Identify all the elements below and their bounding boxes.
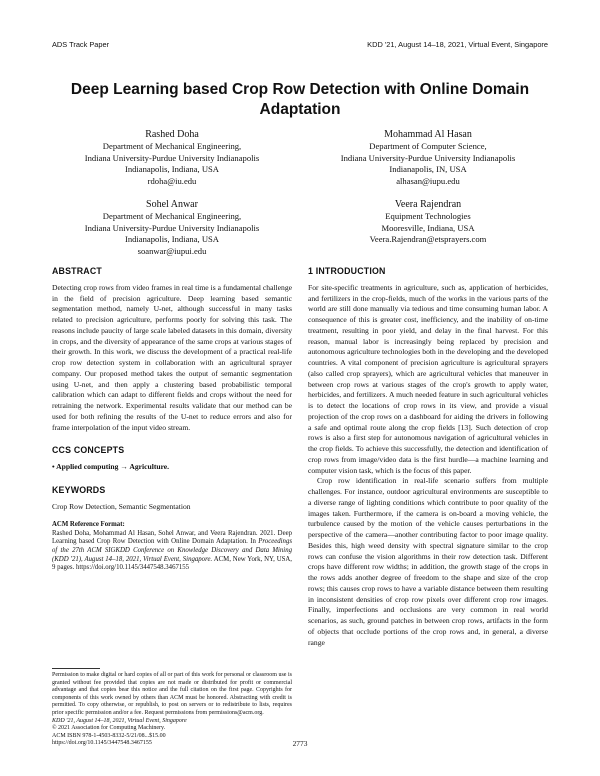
footnote-rule: [52, 668, 100, 669]
page-number: 2773: [292, 739, 308, 748]
acm-reference: [52, 521, 292, 573]
author-dept: Equipment Technologies: [385, 211, 471, 221]
author-location: Indianapolis, Indiana, USA: [124, 164, 220, 174]
author-name: Veera Rajendran: [394, 199, 462, 210]
permission-footer: [52, 668, 292, 748]
introduction-heading: 1 INTRODUCTION: [308, 266, 386, 276]
header-track: ADS Track Paper: [52, 40, 110, 49]
author-name: Mohammad Al Hasan: [384, 129, 472, 140]
paper-title: Deep Learning based Crop Row Detection with Online Domain Adaptation: [70, 81, 530, 118]
intro-paragraph-1: For site-specific treatments in agriculture, such as, application of herbicides, and fertilizers in the crop-fields, much of the works in the various parts of the world are still done manually via tedious and time consuming human labor. A consequence of this is greater cost, inefficiency, and the inability of on-time treatment, resulting in poor yield, and delay in the final harvest. For this reason, manual labor is increasingly being replaced by precision and autonomous agriculture technologies both in the developing and the developed countries. A vital component of precision agriculture is agricultural sprayers (also called crop sprayers), which are agricultural vehicles that maneuver in between crop rows at various stages of the crop's growth to apply water, herbicides, and fertilizers. A much needed feature in such agricultural vehicles is to detect the locations of crop rows in its view, and provide a visual projection of the crop rows on a dashboard for aiding the drivers in following a safe and optimal route along the crop fields [13]. Such detection of crop rows is also a first step for autonomous navigation of agricultural vehicles in the crop fields. To achieve this successfully, the detection and identification of crop rows from image/video data is the first hurdle—a machine learning and computer vision task, which is the focus of this paper.: [308, 282, 548, 475]
author-block: [52, 198, 292, 257]
footer-copyright: © 2021 Association for Computing Machinery.: [52, 725, 166, 732]
left-column: [52, 266, 292, 573]
author-univ: Mooresville, Indiana, USA: [381, 222, 475, 233]
author-location: Indianapolis, Indiana, USA: [124, 234, 220, 244]
ccs-heading: CCS CONCEPTS: [52, 445, 125, 456]
header-conference: KDD '21, August 14–18, 2021, Virtual Event, Singapore: [367, 40, 548, 49]
intro-paragraph-2: Crop row identification in real-life scenario suffers from multiple challenges. For instance, outdoor agricultural environments are susceptible to a diverse range of lighting conditions which contribute to poor quality of the images taken. Furthermore, if the camera is on-board a moving vehicle, the turbulence caused by the motion of the vehicle causes perturbations in the perspective of the camera—another contributing factor to poor image quality. Besides this, high weed density with spectral signature similar to the crop rows can confuse the vision algorithms in their row detection task. Different crops have different row widths; in addition, the growth stage of the crops in the rows adds another degree of freedom to the shape and size of the crop rows; this causes crop rows to have a variable distance between them resulting in inconsistent densities of crop row pixels over different crop row images. Finally, imperfections and occlusions are very common in real world scenarios, as such, ground patches in between crop rows, artifacts in the form of objects that occlude portions of the crop rows and, in general, a diverse range: [308, 476, 548, 647]
author-dept: Department of Computer Science,: [369, 141, 487, 151]
author-univ: Indiana University-Purdue University Indianapolis: [84, 152, 260, 163]
permission-text: Permission to make digital or hard copies of all or part of this work for personal or classroom use is granted without fee provided that copies are not made or distributed for profit or commercial advantage and that copies bear this notice and the full citation on the first page. Copyrights for components of this work owned by others than ACM must be honored. Abstracting with credit is permitted. To copy otherwise, or republish, to post on servers or to redistribute to lists, requires prior specific permission and/or a fee. Request permissions from permissions@acm.org.: [52, 672, 292, 716]
reference-label: ACM Reference Format:: [52, 521, 125, 529]
keywords-heading: KEYWORDS: [52, 484, 106, 495]
author-location: Indianapolis, IN, USA: [389, 164, 467, 174]
right-column: [308, 266, 548, 648]
footer-doi[interactable]: https://doi.org/10.1145/3447548.3467155: [52, 740, 152, 747]
footer-isbn: ACM ISBN 978-1-4503-8332-5/21/08...$15.00: [52, 732, 166, 739]
keywords-body: Crop Row Detection, Semantic Segmentation: [52, 501, 191, 511]
footer-conference: KDD '21, August 14–18, 2021, Virtual Event, Singapore: [52, 717, 187, 724]
author-email: soanwar@iupui.edu: [137, 245, 207, 256]
author-block: [52, 128, 292, 187]
abstract-heading: ABSTRACT: [52, 266, 102, 276]
author-email: rdoha@iu.edu: [147, 175, 197, 186]
author-email: alhasan@iupu.edu: [396, 175, 460, 186]
author-block: [308, 128, 548, 187]
reference-venue: Proceedings of the 27th ACM SIGKDD Conference on Knowledge Discovery and Data Mining (KDD '21), August 14–18, 2021, Virtual Event, Singapore.: [52, 538, 292, 563]
author-location: Veera.Rajendran@etsprayers.com: [369, 234, 487, 244]
abstract-body: Detecting crop rows from video frames in real time is a fundamental challenge in the field of precision agriculture. Deep learning based semantic segmentation method, namely U-net, although successful in many tasks related to precision agriculture, performs poorly for solving this task. The reasons include paucity of large scale labeled datasets in this domain, diversity in crops, and the diversity of appearance of the same crops at various stages of their growth. In this work, we discuss the development of a practical real-life crop row detection system in collaboration with an agricultural sprayer company. Our proposed method takes the output of semantic segmentation using U-net, and then apply a clustering based probabilistic temporal calibration which can adapt to different fields and crops without the need for retraining the network. Experimental results validate that our method can be used for both refining the results of the U-net to reduce errors and also for frame interpolation of the input video stream.: [52, 282, 292, 432]
ccs-item: • Applied computing → Agriculture.: [52, 462, 170, 471]
author-dept: Department of Mechanical Engineering,: [102, 141, 242, 151]
reference-rest: ACM, New York, NY, USA, 9 pages. https://doi.org/10.1145/3447548.3467155: [52, 555, 292, 572]
reference-authors: Rashed Doha, Mohammad Al Hasan, Sohel Anwar, and Veera Rajendran. 2021. Deep Learning based Crop Row Detection with Online Domain Adaptation. In: [52, 529, 292, 546]
author-dept: Department of Mechanical Engineering,: [102, 211, 242, 221]
running-header: [52, 40, 548, 49]
author-name: Sohel Anwar: [146, 199, 198, 210]
author-name: Rashed Doha: [145, 129, 199, 140]
author-univ: Indiana University-Purdue University Indianapolis: [340, 152, 516, 163]
author-block: [308, 198, 548, 246]
author-univ: Indiana University-Purdue University Indianapolis: [84, 222, 260, 233]
